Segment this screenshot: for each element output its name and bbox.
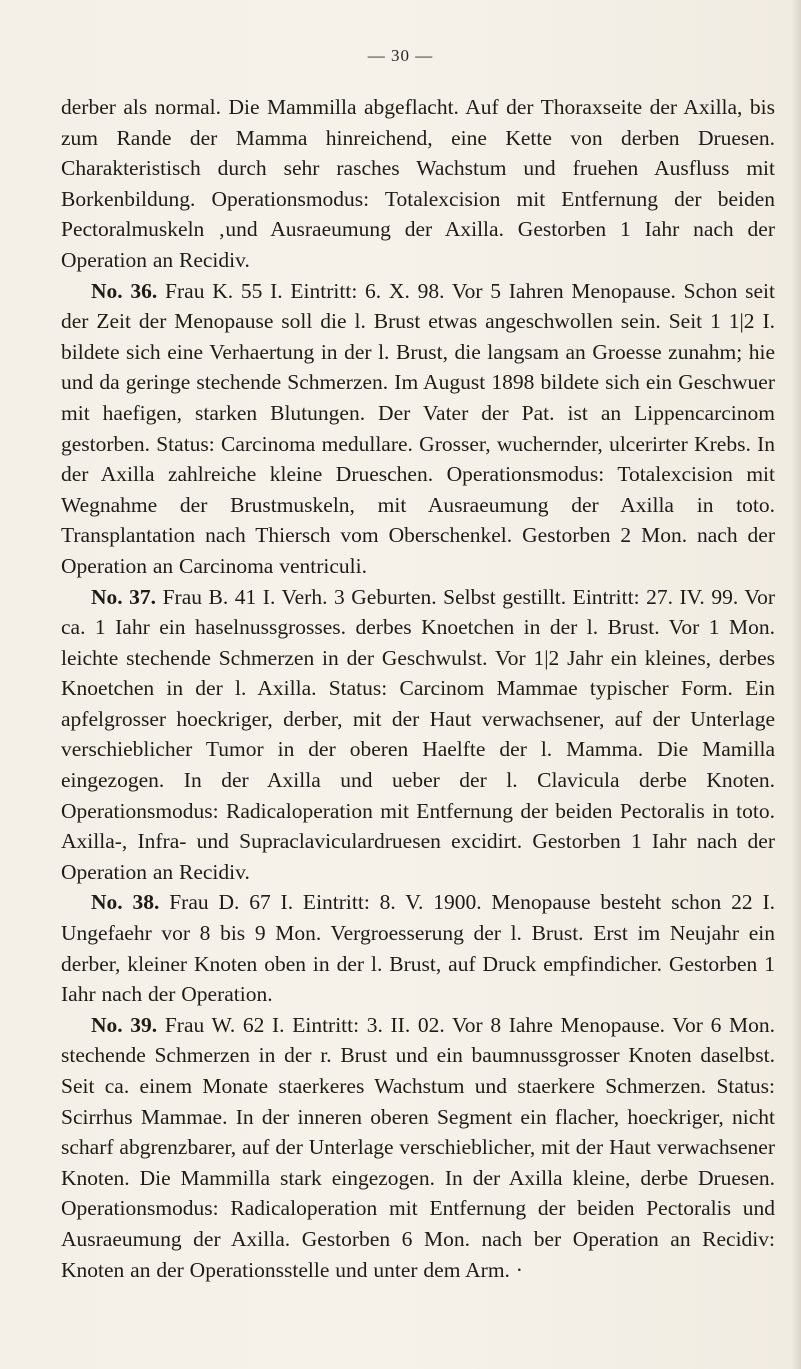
case-entry-38 <box>61 887 775 1009</box>
case-number: No. 36. <box>91 278 158 303</box>
case-entry-39 <box>61 1010 775 1285</box>
case-text: Frau B. 41 I. Verh. 3 Geburten. Selbst gestillt. Eintritt: 27. IV. 99. Vor ca. 1 Iahr ein haselnussgrosses. derbes Knoetchen in der l. Brust. Vor 1 Mon. leichte stechende Schmerzen in der Geschwulst. Vor 1|2 Jahr ein kleines, derbes Knoetchen in der l. Axilla. Status: Carcinom Mammae typischer Form. Ein apfelgrosser hoeckriger, derber, mit der Haut verwachsener, auf der Unterlage verschieblicher Tumor in der oberen Haelfte der l. Mamma. Die Mamilla eingezogen. In der Axilla und ueber der l. Clavicula derbe Knoten. Operationsmodus: Radicaloperation mit Entfernung der beiden Pectoralis in toto. Axilla-, Infra- und Supraclaviculardruesen excidirt. Gestorben 1 Iahr nach der Operation an Recidiv. <box>61 584 775 884</box>
paragraph-continuation <box>61 92 775 276</box>
case-entry-36 <box>61 276 775 582</box>
case-number: No. 38. <box>91 890 160 915</box>
case-entry-37 <box>61 582 775 888</box>
case-number: No. 37. <box>91 584 157 609</box>
page-number: — 30 — <box>367 46 434 65</box>
case-text: Frau K. 55 I. Eintritt: 6. X. 98. Vor 5 Iahren Menopause. Schon seit der Zeit der Menopause soll die l. Brust etwas angeschwollen sein. Seit 1 1|2 I. bildete sich eine Verhaertung in der l. Brust, die langsam an Groesse zunahm; hie und da geringe stechende Schmerzen. Im August 1898 bildete sich ein Geschwuer mit haefigen, starken Blutungen. Der Vater der Pat. ist an Lippencarcinom gestorben. Status: Carcinoma medullare. Grosser, wuchernder, ulcerirter Krebs. In der Axilla zahlreiche kleine Drueschen. Operationsmodus: Totalexcision mit Wegnahme der Brustmuskeln, mit Ausraeumung der Axilla in toto. Transplantation nach Thiersch vom Oberschenkel. Gestorben 2 Mon. nach der Operation an Carcinoma ventriculi. <box>61 278 776 578</box>
case-text: Frau D. 67 I. Eintritt: 8. V. 1900. Menopause besteht schon 22 I. Ungefaehr vor 8 bis 9 Mon. Vergroesserung der l. Brust. Erst im Neujahr ein derber, kleiner Knoten oben in der l. Brust, auf Druck empfindicher. Gestorben 1 Iahr nach der Operation. <box>61 890 775 1007</box>
text-body <box>61 92 775 1285</box>
case-number: No. 39. <box>91 1012 158 1037</box>
case-text: Frau W. 62 I. Eintritt: 3. II. 02. Vor 8 Iahre Menopause. Vor 6 Mon. stechende Schmerzen in der r. Brust und ein baumnussgrosser Knoten daselbst. Seit ca. einem Monate staerkeres Wachstum und staerkere Schmerzen. Status: Scirrhus Mammae. In der inneren oberen Segment ein flacher, hoeckriger, nicht scharf abgrenzbarer, auf der Unterlage verschieblicher, mit der Haut verwachsener Knoten. Die Mammilla stark eingezogen. In der Axilla kleine, derbe Druesen. Operationsmodus: Radicaloperation mit Entfernung der beiden Pectoralis und Ausraeumung der Axilla. Gestorben 6 Mon. nach ber Operation an Recidiv: Knoten an der Operationsstelle und unter dem Arm. · <box>61 1012 776 1282</box>
paragraph-text: derber als normal. Die Mammilla abgeflacht. Auf der Thoraxseite der Axilla, bis zum Rande der Mamma hinreichend, eine Kette von derben Druesen. Charakteristisch durch sehr rasches Wachstum und fruehen Ausfluss mit Borkenbildung. Operationsmodus: Totalexcision mit Entfernung der beiden Pectoralmuskeln ‚und Ausraeumung der Axilla. Gestorben 1 Iahr nach der Operation an Recidiv. <box>61 95 775 272</box>
